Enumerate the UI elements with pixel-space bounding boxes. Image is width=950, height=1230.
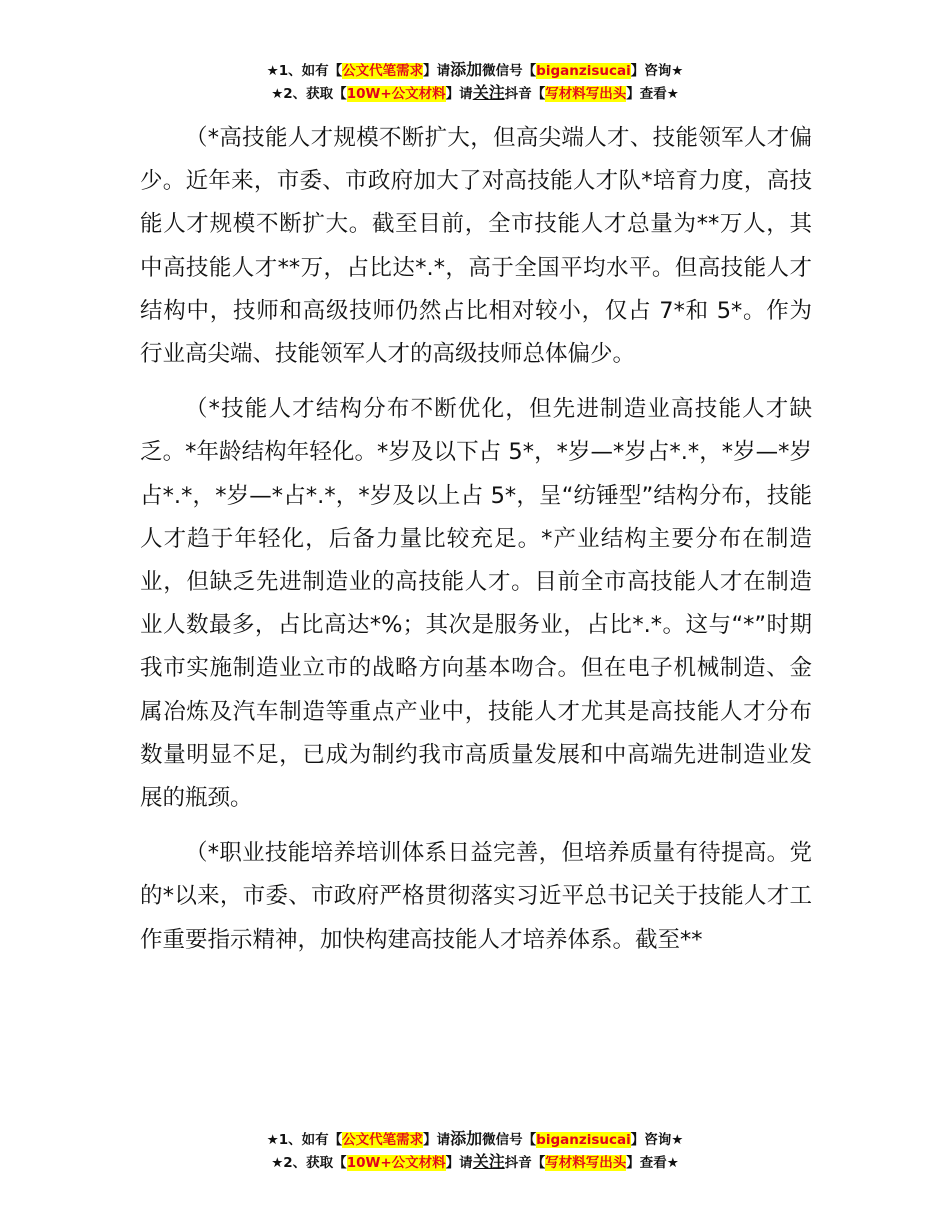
banner-text: 】咨询★ bbox=[630, 63, 684, 79]
banner-text: 抖音【 bbox=[504, 86, 546, 102]
banner-text: 微信号【 bbox=[482, 63, 537, 79]
highlight-service: 公文代笔需求 bbox=[342, 1132, 424, 1148]
paragraph: （*技能人才结构分布不断优化，但先进制造业高技能人才缺乏。*年龄结构年轻化。*岁及以下占 5*，*岁—*岁占*.*，*岁—*岁占*.*，*岁—*占*.*，*岁及以上占 5*，呈“纺锤型”结构分布，技能人才趋于年轻化，后备力量比较充足。*产业结构主要分布在制造业，但缺乏先进制造业的高技能人才。目前全市高技能人才在制造业人数最多，占比高达*%；其次是服务业，占比*.*。这与“*”时期我市实施制造业立市的战略方向基本吻合。但在电子机械制造、金属冶炼及汽车制造等重点产业中，技能人才尤其是高技能人才分布数量明显不足，已成为制约我市高质量发展和中高端先进制造业发展的瓶颈。 bbox=[140, 396, 812, 812]
highlight-wechat-id: biganzisucai bbox=[536, 1132, 631, 1148]
banner-text: 抖音【 bbox=[504, 1155, 546, 1171]
banner-text: ★2、获取【 bbox=[271, 1155, 347, 1171]
banner-emphasis: 关注 bbox=[472, 83, 505, 102]
banner-text: 】请 bbox=[423, 63, 451, 79]
banner-emphasis: 添加 bbox=[450, 60, 483, 79]
banner-line-1 bbox=[0, 1128, 950, 1151]
banner-text: 】咨询★ bbox=[630, 1132, 684, 1148]
highlight-service: 公文代笔需求 bbox=[342, 63, 424, 79]
header-banner bbox=[0, 59, 950, 105]
highlight-douyin-account: 写材料写出头 bbox=[545, 86, 627, 102]
highlight-wechat-id: biganzisucai bbox=[536, 63, 631, 79]
banner-text: ★1、如有【 bbox=[266, 1132, 343, 1148]
paragraph: （*职业技能培养培训体系日益完善，但培养质量有待提高。党的*以来，市委、市政府严格贯彻落实习近平总书记关于技能人才工作重要指示精神，加快构建高技能人才培养体系。截至** bbox=[140, 840, 812, 953]
paragraph: （*高技能人才规模不断扩大，但高尖端人才、技能领军人才偏少。近年来，市委、市政府加大了对高技能人才队*培育力度，高技能人才规模不断扩大。截至目前，全市技能人才总量为**万人，其中高技能人才**万，占比达*.*，高于全国平均水平。但高技能人才结构中，技师和高级技师仍然占比相对较小，仅占 7*和 5*。作为行业高尖端、技能领军人才的高级技师总体偏少。 bbox=[140, 125, 812, 368]
banner-emphasis: 添加 bbox=[450, 1129, 483, 1148]
banner-text: ★2、获取【 bbox=[271, 86, 347, 102]
highlight-materials: 10W+公文材料 bbox=[346, 1155, 446, 1171]
banner-emphasis: 关注 bbox=[472, 1152, 505, 1171]
banner-text: 】请 bbox=[445, 1155, 473, 1171]
banner-text: 】查看★ bbox=[626, 86, 679, 102]
banner-line-1 bbox=[0, 59, 950, 82]
banner-line-2 bbox=[0, 1151, 950, 1174]
banner-text: 】查看★ bbox=[626, 1155, 679, 1171]
banner-text: 】请 bbox=[445, 86, 473, 102]
banner-text: 】请 bbox=[423, 1132, 451, 1148]
document-body bbox=[140, 117, 812, 974]
highlight-douyin-account: 写材料写出头 bbox=[545, 1155, 627, 1171]
banner-line-2 bbox=[0, 82, 950, 105]
banner-text: ★1、如有【 bbox=[266, 63, 343, 79]
footer-banner bbox=[0, 1128, 950, 1174]
highlight-materials: 10W+公文材料 bbox=[346, 86, 446, 102]
banner-text: 微信号【 bbox=[482, 1132, 537, 1148]
